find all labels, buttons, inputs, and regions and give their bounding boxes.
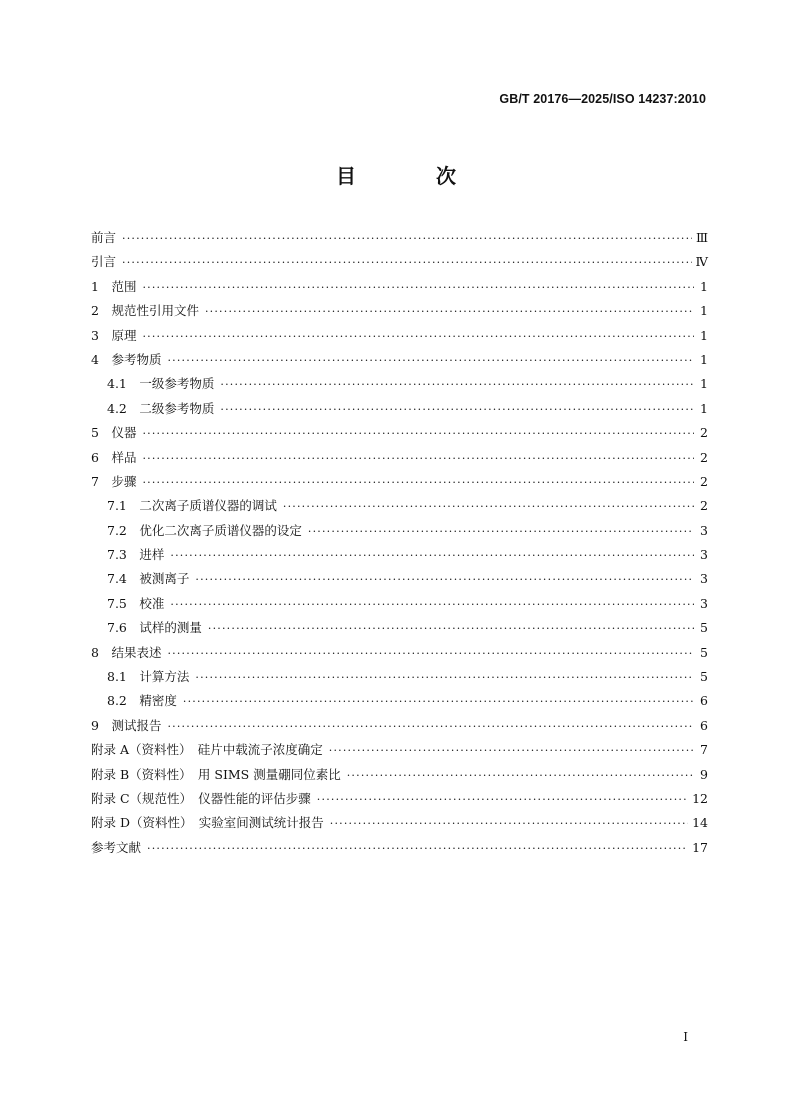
toc-entry-label: 7 步骤: [91, 473, 137, 489]
toc-leader-dots: [220, 373, 694, 397]
toc-entry-page: 5: [700, 644, 708, 660]
toc-entry[interactable]: [91, 470, 708, 494]
toc-entry-label: 附录 C（规范性） 仪器性能的评估步骤: [91, 790, 311, 806]
toc-entry[interactable]: [91, 689, 708, 713]
toc-entry-label: 引言: [91, 254, 117, 270]
toc-entry-label: 附录 B（资料性） 用 SIMS 测量硼同位素比: [91, 766, 341, 782]
toc-entry-label: 附录 A（资料性） 硅片中载流子浓度确定: [91, 742, 323, 758]
page-number: I: [683, 1030, 688, 1044]
toc-entry[interactable]: [91, 836, 708, 860]
toc-entry-label: 9 测试报告: [91, 717, 162, 733]
toc-leader-dots: [170, 593, 694, 617]
toc-entry[interactable]: [91, 592, 708, 616]
toc-entry-page: 1: [700, 327, 708, 343]
toc-entry-page: 3: [700, 571, 708, 587]
page-title: 目 次: [336, 164, 486, 188]
toc-leader-dots: [142, 276, 694, 300]
toc-leader-dots: [308, 520, 694, 544]
toc-leader-dots: [167, 715, 694, 739]
toc-entry[interactable]: [91, 616, 708, 640]
toc-entry-page: 1: [700, 303, 708, 319]
toc-entry-label: 8 结果表述: [91, 644, 162, 660]
toc-entry-label: 8.1 计算方法: [107, 669, 190, 685]
toc-entry-page: 7: [700, 742, 708, 758]
toc-entry-page: 2: [700, 449, 708, 465]
toc-entry-page: 14: [692, 815, 708, 831]
toc-entry[interactable]: [91, 275, 708, 299]
toc-entry-page: 17: [692, 839, 708, 855]
toc-entry-label: 4 参考物质: [91, 351, 162, 367]
toc-entry-label: 7.2 优化二次离子质谱仪器的设定: [107, 522, 302, 538]
toc-entry[interactable]: [91, 543, 708, 567]
toc-leader-dots: [142, 422, 694, 446]
toc-leader-dots: [205, 300, 694, 324]
toc-entry-page: 3: [700, 522, 708, 538]
table-of-contents: [91, 226, 708, 860]
toc-entry-label: 6 样品: [91, 449, 137, 465]
toc-leader-dots: [167, 642, 694, 666]
toc-leader-dots: [170, 544, 694, 568]
toc-entry-page: 6: [700, 693, 708, 709]
toc-entry[interactable]: [91, 665, 708, 689]
toc-entry[interactable]: [91, 446, 708, 470]
toc-entry[interactable]: [91, 226, 708, 250]
toc-leader-dots: [220, 398, 694, 422]
toc-entry-label: 2 规范性引用文件: [91, 303, 199, 319]
toc-leader-dots: [329, 739, 694, 763]
toc-leader-dots: [142, 471, 694, 495]
toc-entry-label: 7.6 试样的测量: [107, 620, 202, 636]
toc-entry[interactable]: [91, 738, 708, 762]
toc-entry-page: Ⅳ: [695, 254, 708, 270]
toc-entry-page: 1: [700, 351, 708, 367]
toc-entry-label: 8.2 精密度: [107, 693, 177, 709]
toc-entry-page: 5: [700, 620, 708, 636]
toc-entry-label: 5 仪器: [91, 425, 137, 441]
toc-entry-page: 12: [692, 790, 708, 806]
toc-entry-label: 参考文献: [91, 839, 142, 855]
toc-entry-page: 3: [700, 595, 708, 611]
toc-entry[interactable]: [91, 641, 708, 665]
toc-entry-page: 1: [700, 400, 708, 416]
toc-entry[interactable]: [91, 372, 708, 396]
toc-entry-label: 附录 D（资料性） 实验室间测试统计报告: [91, 815, 324, 831]
toc-leader-dots: [147, 837, 688, 861]
toc-entry-label: 4.2 二级参考物质: [107, 400, 215, 416]
toc-entry[interactable]: [91, 519, 708, 543]
toc-entry[interactable]: [91, 787, 708, 811]
toc-entry-label: 1 范围: [91, 278, 137, 294]
toc-leader-dots: [142, 447, 694, 471]
toc-entry[interactable]: [91, 714, 708, 738]
toc-entry[interactable]: [91, 567, 708, 591]
toc-leader-dots: [167, 349, 694, 373]
toc-leader-dots: [347, 764, 694, 788]
toc-leader-dots: [283, 495, 694, 519]
toc-entry-page: Ⅲ: [695, 230, 708, 245]
toc-entry-page: 3: [700, 547, 708, 563]
toc-entry-page: 1: [700, 278, 708, 294]
toc-entry[interactable]: [91, 324, 708, 348]
toc-leader-dots: [195, 666, 694, 690]
standard-code: GB/T 20176—2025/ISO 14237:2010: [499, 92, 706, 106]
toc-entry-label: 4.1 一级参考物质: [107, 376, 215, 392]
toc-entry-label: 7.4 被测离子: [107, 571, 190, 587]
toc-leader-dots: [317, 788, 688, 812]
toc-entry-page: 9: [700, 766, 708, 782]
toc-entry[interactable]: [91, 299, 708, 323]
toc-entry-label: 7.1 二次离子质谱仪器的调试: [107, 498, 277, 514]
toc-entry[interactable]: [91, 811, 708, 835]
toc-leader-dots: [122, 251, 691, 275]
toc-entry-label: 7.3 进样: [107, 547, 165, 563]
toc-entry-label: 7.5 校准: [107, 595, 165, 611]
toc-entry-label: 前言: [91, 230, 117, 245]
toc-entry-page: 1: [700, 376, 708, 392]
toc-entry[interactable]: [91, 348, 708, 372]
toc-leader-dots: [122, 227, 692, 251]
toc-leader-dots: [183, 690, 694, 714]
toc-entry-label: 3 原理: [91, 327, 137, 343]
toc-leader-dots: [195, 568, 694, 592]
toc-entry-page: 2: [700, 473, 708, 489]
toc-entry-page: 2: [700, 498, 708, 514]
toc-entry[interactable]: [91, 250, 708, 274]
toc-entry-page: 6: [700, 717, 708, 733]
toc-entry-page: 5: [700, 669, 708, 685]
toc-leader-dots: [330, 812, 688, 836]
toc-entry-page: 2: [700, 425, 708, 441]
toc-entry[interactable]: [91, 397, 708, 421]
toc-entry[interactable]: [91, 763, 708, 787]
toc-entry[interactable]: [91, 421, 708, 445]
toc-leader-dots: [142, 325, 694, 349]
toc-entry[interactable]: [91, 494, 708, 518]
toc-leader-dots: [208, 617, 694, 641]
